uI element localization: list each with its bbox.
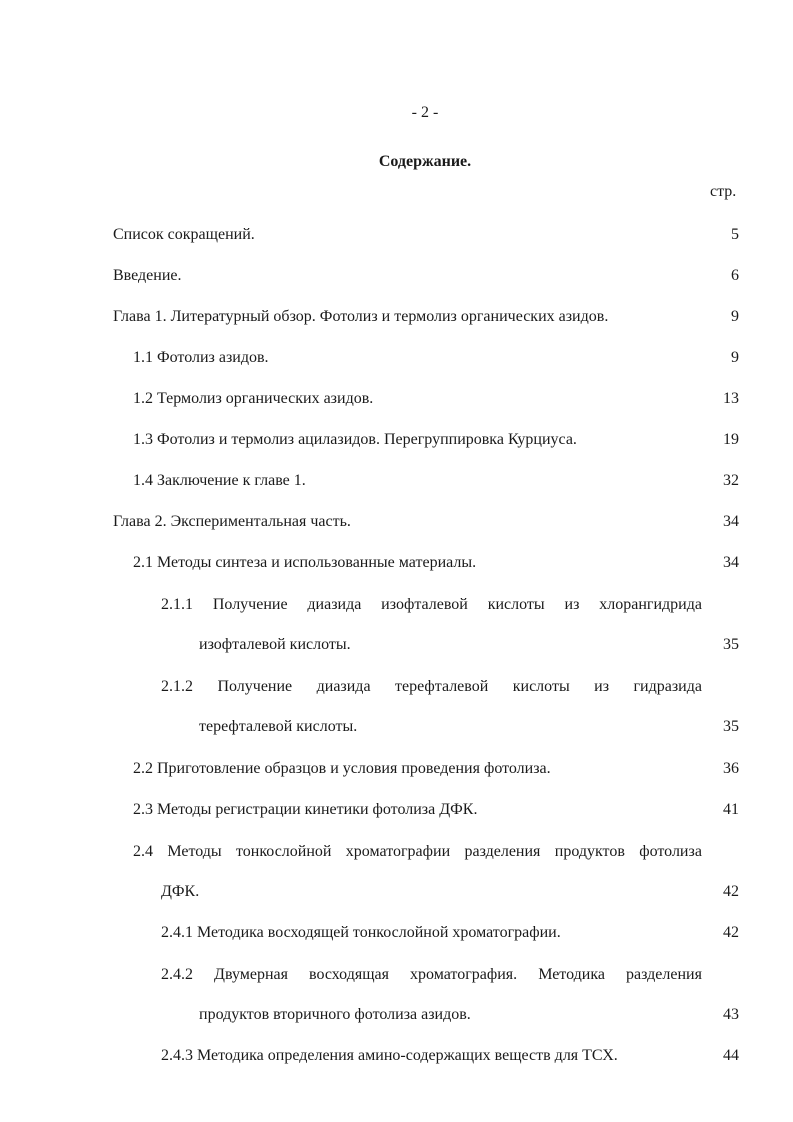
toc-entry-title: 1.1 Фотолиз азидов. bbox=[133, 349, 269, 366]
word: Методика bbox=[538, 966, 605, 983]
toc-entry-page: 43 bbox=[723, 1006, 739, 1023]
toc-entry-title: Глава 2. Экспериментальная часть. bbox=[113, 513, 351, 530]
toc-entry-page: 9 bbox=[731, 308, 739, 325]
page-column-label: стр. bbox=[710, 183, 737, 200]
toc-entry-page: 34 bbox=[723, 554, 739, 571]
word: восходящая bbox=[309, 966, 389, 983]
word: Двумерная bbox=[214, 966, 288, 983]
word: Методы bbox=[167, 843, 222, 860]
toc-entry-title-line2: изофталевой кислоты. bbox=[199, 636, 351, 653]
toc-entry-title: 2.1 Методы синтеза и использованные материалы. bbox=[133, 554, 477, 571]
page-number: - 2 - bbox=[411, 104, 439, 121]
toc-entry-page: 35 bbox=[723, 636, 739, 653]
toc-entry-page: 36 bbox=[723, 760, 739, 777]
toc-entry-page: 44 bbox=[723, 1047, 739, 1064]
word: кислоты bbox=[487, 596, 545, 613]
toc-entry-title-line1 bbox=[133, 842, 702, 862]
word: тонкослойной bbox=[235, 843, 332, 860]
word: 2.4.2 bbox=[161, 966, 193, 983]
word: диазида bbox=[316, 678, 371, 695]
word: Получение bbox=[212, 596, 288, 613]
toc-entry-page: 34 bbox=[723, 513, 739, 530]
toc-entry-page: 5 bbox=[731, 226, 739, 243]
word: хроматографии bbox=[345, 843, 451, 860]
word: разделения bbox=[626, 966, 702, 983]
toc-entry-title-line1 bbox=[161, 677, 702, 697]
toc-entry-title: Глава 1. Литературный обзор. Фотолиз и термолиз органических азидов. bbox=[113, 308, 609, 325]
toc-entry-title-line1 bbox=[161, 595, 702, 615]
toc-entry-title: 1.4 Заключение к главе 1. bbox=[133, 472, 306, 489]
toc-entry-page: 9 bbox=[731, 349, 739, 366]
word: 2.1.1 bbox=[161, 596, 193, 613]
word: хлорангидрида bbox=[599, 596, 702, 613]
word: кислоты bbox=[512, 678, 570, 695]
word: из bbox=[594, 678, 610, 695]
toc-entry-title-line1 bbox=[161, 965, 702, 985]
toc-entry-title: 2.2 Приготовление образцов и условия проведения фотолиза. bbox=[133, 760, 551, 777]
word: диазида bbox=[307, 596, 362, 613]
word: разделения bbox=[464, 843, 541, 860]
toc-entry-title: Список сокращений. bbox=[113, 226, 255, 243]
word: фотолиза bbox=[639, 843, 702, 860]
toc-entry-title-line2: продуктов вторичного фотолиза азидов. bbox=[199, 1006, 471, 1023]
page-title: Содержание. bbox=[378, 153, 472, 170]
toc-entry-title: 1.3 Фотолиз и термолиз ацилазидов. Перегруппировка Курциуса. bbox=[133, 431, 577, 448]
word: терефталевой bbox=[395, 678, 489, 695]
word: гидразида bbox=[633, 678, 702, 695]
toc-entry-page: 42 bbox=[723, 924, 739, 941]
toc-entry-page: 42 bbox=[723, 883, 739, 900]
toc-entry-page: 41 bbox=[723, 801, 739, 818]
word: хроматография. bbox=[410, 966, 518, 983]
word: 2.4 bbox=[133, 843, 153, 860]
toc-entry-title-line2: терефталевой кислоты. bbox=[199, 718, 358, 735]
toc-entry-title: 2.3 Методы регистрации кинетики фотолиза ДФК. bbox=[133, 801, 478, 818]
toc-entry-title-line2: ДФК. bbox=[161, 883, 200, 900]
word: изофталевой bbox=[381, 596, 468, 613]
word: Получение bbox=[217, 678, 293, 695]
toc-entry-title: 2.4.1 Методика восходящей тонкослойной хроматографии. bbox=[161, 924, 561, 941]
toc-entry-title: Введение. bbox=[113, 267, 182, 284]
toc-entry-page: 6 bbox=[731, 267, 739, 284]
toc-entry-page: 19 bbox=[723, 431, 739, 448]
word: продуктов bbox=[554, 843, 625, 860]
word: из bbox=[564, 596, 580, 613]
word: 2.1.2 bbox=[161, 678, 193, 695]
toc-entry-title: 1.2 Термолиз органических азидов. bbox=[133, 390, 374, 407]
toc-entry-page: 32 bbox=[723, 472, 739, 489]
toc-entry-page: 13 bbox=[723, 390, 739, 407]
toc-entry-title: 2.4.3 Методика определения амино-содержащих веществ для ТСХ. bbox=[161, 1047, 618, 1064]
toc-entry-page: 35 bbox=[723, 718, 739, 735]
